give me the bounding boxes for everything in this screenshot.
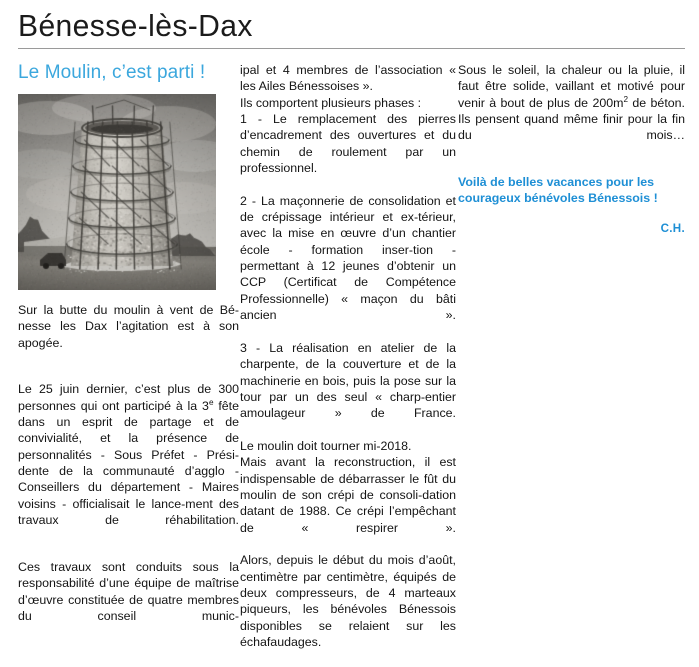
paragraph: ipal et 4 membres de l’association « les Ailes Bénessoises ».: [240, 63, 456, 94]
paragraph: 1 - Le remplacement des pierres d’encadrement des ouvertures et du chemin de roulement par un professionnel.: [240, 112, 456, 176]
middle-column: [240, 62, 456, 667]
section-heading: Le Moulin, c’est parti !: [18, 62, 206, 83]
paragraph: 2 - La maçonnerie de consolidation et de crépissage intérieur et ex-​térieur, avec la mise en œuvre d’un chantier école - formation inser-​tion - permettant à 12 jeunes d’obtenir un CCP (Certificat de Compétence Professionnelle) « maçon du bâti ancien ».: [240, 193, 456, 323]
right-column: [458, 62, 685, 237]
paragraph: Ces travaux sont conduits sous la responsabilité d’une équipe de maîtrise d’œuvre constituée de quatre membres du conseil munic-: [18, 559, 239, 623]
windmill-tower-image: [18, 94, 216, 290]
paragraph: Le 25 juin dernier, c’est plus de 300 personnes qui ont participé à la 3e fête dans un esprit de partage et de convivialité, et la présence de personnalités - Sous Préfet - Prési-​dente de la communauté d’agglo - Conseillers du département - Maires voisins - officialisait le lance-​ment des travaux de réhabilitation.: [18, 382, 239, 528]
masthead: [18, 8, 685, 49]
header-divider: [18, 48, 685, 49]
paragraph: Mais avant la reconstruction, il est indispensable de débarrasser le fût du moulin de son crépi de consoli-​dation datant de 1988. Ce crépi l’empêchant de « respirer ».: [240, 455, 456, 535]
paragraph: Alors, depuis le début du mois d’août, centimètre par centimètre, équipés de deux compresseurs, de 4 marteaux piqueurs, les bénévoles Bénessois disponibles se relaient sur les échafaudages.: [240, 553, 456, 650]
page-title: Bénesse-lès-Dax: [18, 8, 253, 43]
paragraph: Le moulin doit tourner mi-2018.: [240, 438, 412, 453]
paragraph: Ils comportent plusieurs phases :: [240, 95, 422, 110]
closing-statement: Voilà de belles vacances pour les courageux bénévoles Bénessois !: [458, 175, 658, 206]
paragraph: Sous le soleil, la chaleur ou la pluie, il faut être solide, vaillant et motivé pour venir à bout de plus de $200m^2$ de béton. Ils pensent quand même finir pour la fin du mois…: [458, 63, 685, 143]
paragraph: 3 - La réalisation en atelier de la charpente, de la couverture et de la machinerie en bois, puis la pose sur la tour par un des seul « charp-​entier amoulageur » de France.: [240, 340, 456, 421]
author-signature: C.H.: [660, 221, 685, 235]
windmill-photo: [18, 94, 216, 290]
left-column: [18, 62, 239, 641]
paragraph: Sur la butte du moulin à vent de Bé-​nesse les Dax l’agitation est à son apogée.: [18, 303, 239, 350]
